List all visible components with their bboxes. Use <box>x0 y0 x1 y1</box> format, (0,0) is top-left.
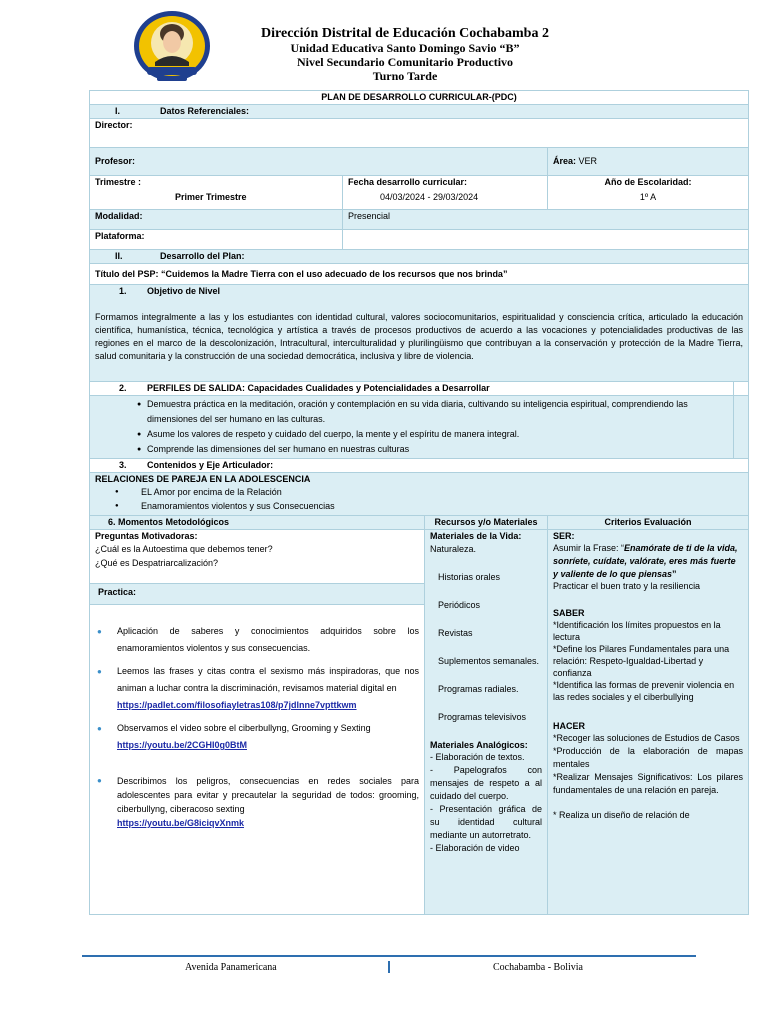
criterios-cell <box>548 530 749 915</box>
contenido-item: ● EL Amor por encima de la Relación <box>115 485 743 499</box>
district-title: Dirección Distrital de Educación Cochabamba 2 <box>261 26 549 41</box>
director-row: Director: <box>90 119 749 148</box>
anio-cell <box>548 176 749 210</box>
section-2-heading <box>90 250 749 264</box>
section-2-label: Desarrollo del Plan: <box>160 251 245 261</box>
hacer-label: HACER <box>553 721 586 731</box>
saber-item: *Define los Pilares Fundamentales para una relación: Respeto-Igualdad-Libertad y confianza <box>553 644 730 678</box>
contenido-item: ● Enamoramientos violentos y sus Consecuencias <box>115 499 743 513</box>
analog-item: - Papelografos con mensajes de respeto a al cuidado del cuerpo. <box>430 765 542 801</box>
pdc-table <box>89 90 749 915</box>
recursos-header: Recursos y/o Materiales <box>425 516 548 530</box>
fecha-cell <box>343 176 548 210</box>
section-2-number: II. <box>115 251 123 261</box>
fecha-value: 04/03/2024 - 29/03/2024 <box>380 192 479 202</box>
objective-cell <box>90 285 749 382</box>
document-header <box>0 0 768 92</box>
hacer-item: *Recoger las soluciones de Estudios de Casos <box>553 733 740 743</box>
vida-item: Naturaleza. <box>430 544 477 554</box>
recursos-cell <box>425 530 548 915</box>
practica-item-text: Describimos los peligros, consecuencias en redes sociales para adolescentes para evitar y precautelar la seguridad de todos: grooming, ciberbullyng, ciberacoso sexting <box>117 776 419 814</box>
fecha-label: Fecha desarrollo curricular: <box>348 177 468 187</box>
practica-item <box>95 774 419 830</box>
school-name: Unidad Educativa Santo Domingo Savio “B” <box>290 41 520 55</box>
preguntas-label: Preguntas Motivadoras: <box>95 531 198 541</box>
section-1-number: I. <box>115 106 121 116</box>
psp-row <box>90 264 749 285</box>
youtube-link-2[interactable]: https://youtu.be/G8iciqvXnmk <box>117 818 245 828</box>
practica-list <box>90 605 424 830</box>
trimestre-value: Primer Trimestre <box>175 192 247 202</box>
saber-item: *Identifica las formas de prevenir violencia en las redes sociales y el ciberbullying <box>553 680 735 702</box>
trimestre-label: Trimestre : <box>95 177 142 187</box>
vida-item: Historias orales <box>438 572 501 582</box>
plataforma-label: Plataforma: <box>90 230 343 250</box>
saber-list <box>553 619 743 703</box>
pregunta-1: ¿Cuál es la Autoestima que debemos tener? <box>95 544 273 554</box>
perfiles-number: 2. <box>119 383 127 393</box>
momentos-cell <box>90 530 425 915</box>
vida-item: Periódicos <box>438 600 481 610</box>
ser-label: SER: <box>553 531 575 541</box>
perfiles-list <box>95 397 728 457</box>
pdc-title: PLAN DE DESARROLLO CURRICULAR-(PDC) <box>90 91 749 105</box>
preguntas-block <box>90 530 424 583</box>
analog-item: - Presentación gráfica de su identidad cultural mediante un autorretrato. <box>430 804 542 840</box>
objective-heading <box>95 286 743 297</box>
level-name: Nivel Secundario Comunitario Productivo <box>296 55 514 69</box>
vida-label: Materiales de la Vida: <box>430 531 522 541</box>
perfiles-heading <box>90 382 734 396</box>
practica-item <box>95 623 419 657</box>
practica-item <box>95 720 419 754</box>
practica-item <box>95 663 419 714</box>
section-1-label: Datos Referenciales: <box>160 106 250 116</box>
psp-label: Título del PSP: <box>95 268 159 279</box>
area-cell <box>548 148 749 176</box>
analog-list <box>430 751 542 855</box>
vida-item: Programas televisivos <box>438 712 527 722</box>
saber-item: *Identificación los límites propuestos en la lectura <box>553 620 721 642</box>
footer-address: Avenida Panamericana <box>185 962 277 973</box>
contenidos-list <box>95 485 743 513</box>
analog-item: - Elaboración de textos. <box>430 752 525 762</box>
hacer-item: *Realizar Mensajes Significativos: Los pilares fundamentales de una relación en pareja. <box>553 772 744 795</box>
ser-item: Practicar el buen trato y la resiliencia <box>553 581 701 591</box>
contenidos-title: RELACIONES DE PAREJA EN LA ADOLESCENCIA <box>95 474 311 484</box>
perfiles-cell <box>90 396 734 459</box>
pregunta-2: ¿Qué es Despatriarcalización? <box>95 558 219 568</box>
perfil-item: ● Comprende las dimensiones del ser humano en nuestras culturas <box>137 442 728 457</box>
perfil-item: ● Asume los valores de respeto y cuidado del cuerpo, la mente y el espíritu de manera integral. <box>137 427 728 442</box>
objective-text: Formamos integralmente a las y los estudiantes con identidad cultural, valores sociocomunitarios, espiritualidad y consciencia crítica, articulado la educación científica, humanística, técnica, tecnológica y artística a través de procesos productivos de acuerdo a las vocaciones y potencialidades productivas de las regiones en el marco de la descolonización, Intracultural, interculturalidad y plurilingüismo que contribuyan a la conservación y protección de la Madre Tierra, salud comunitaria y la construcción de una sociedad democrática, inclusiva y libre de violencia. <box>95 312 744 361</box>
objective-number: 1. <box>119 286 127 296</box>
perfiles-label: PERFILES DE SALIDA: Capacidades Cualidades y Potencialidades a Desarrollar <box>147 383 490 393</box>
practica-item-text: Observamos el video sobre el ciberbullyng, Grooming y Sexting <box>117 723 371 733</box>
perfil-item: ● Demuestra práctica en la meditación, oración y contemplación en su vida diaria, cultivando su inteligencia espiritual, comprendiendo las dimensiones del ser humano en las culturas. <box>137 397 728 427</box>
profesor-label: Profesor: <box>90 148 548 176</box>
shift-name: Turno Tarde <box>372 69 438 83</box>
hacer-item: * Realiza un diseño de relación de <box>553 810 690 820</box>
practica-item-text: Aplicación de saberes y conocimientos adquiridos sobre los enamoramientos violentos y sus consecuencias. <box>117 626 419 653</box>
vida-item: Revistas <box>438 628 473 638</box>
contenidos-heading <box>90 459 749 473</box>
vida-list <box>430 542 542 723</box>
hacer-item: *Producción de la elaboración de mapas mentales <box>553 746 744 769</box>
practica-item-text: Leemos las frases y citas contra el sexismo más inspiradoras, que nos animan a luchar contra la discriminación, revisamos material digital en <box>117 666 419 693</box>
practica-label: Practica: <box>90 583 424 605</box>
vida-item: Programas radiales. <box>438 684 519 694</box>
document-footer <box>82 955 696 985</box>
school-logo <box>133 10 211 84</box>
saber-label: SABER <box>553 608 585 618</box>
section-1-heading <box>90 105 749 119</box>
perfiles-empty-cell <box>734 382 749 396</box>
hacer-list <box>553 732 743 822</box>
objective-label: Objetivo de Nivel <box>147 286 221 296</box>
footer-city: Cochabamba - Bolivia <box>493 962 583 973</box>
momentos-header: 6. Momentos Metodológicos <box>90 516 425 530</box>
area-value: VER <box>576 156 598 166</box>
analog-label: Materiales Analógicos: <box>430 740 528 750</box>
perfiles-side-cell <box>734 396 749 459</box>
anio-value: 1º A <box>639 192 657 202</box>
ser-post: ” <box>672 569 677 579</box>
footer-rule <box>82 955 696 957</box>
trimestre-cell <box>90 176 343 210</box>
ser-phrase <box>553 542 743 581</box>
plataforma-value <box>343 230 749 250</box>
footer-separator <box>388 961 390 973</box>
anio-label: Año de Escolaridad: <box>604 177 692 187</box>
area-label: Área: <box>553 156 577 166</box>
contenidos-cell <box>90 473 749 516</box>
psp-value: “Cuidemos la Madre Tierra con el uso adecuado de los recursos que nos brinda” <box>158 268 508 279</box>
vida-item: Suplementos semanales. <box>438 656 540 666</box>
ser-quote: Enamórate de ti de la vida, sonríete, cuídate, valórate, eres más fuerte y valiente de lo que piensas <box>553 543 738 579</box>
criterios-header: Criterios Evaluación <box>548 516 749 530</box>
institution-heading <box>220 27 590 83</box>
modalidad-value: Presencial <box>343 210 749 230</box>
analog-item: - Elaboración de video <box>430 843 520 853</box>
modalidad-label: Modalidad: <box>90 210 343 230</box>
padlet-link[interactable]: https://padlet.com/filosofiayletras108/p7jdlnne7vpttkwm <box>117 700 357 710</box>
contenidos-number: 3. <box>119 460 127 470</box>
contenidos-label: Contenidos y Eje Articulador: <box>147 460 274 470</box>
youtube-link-1[interactable]: https://youtu.be/2CGHI0g0BtM <box>117 740 247 750</box>
ser-pre: Asumir la Frase: “ <box>553 543 625 553</box>
